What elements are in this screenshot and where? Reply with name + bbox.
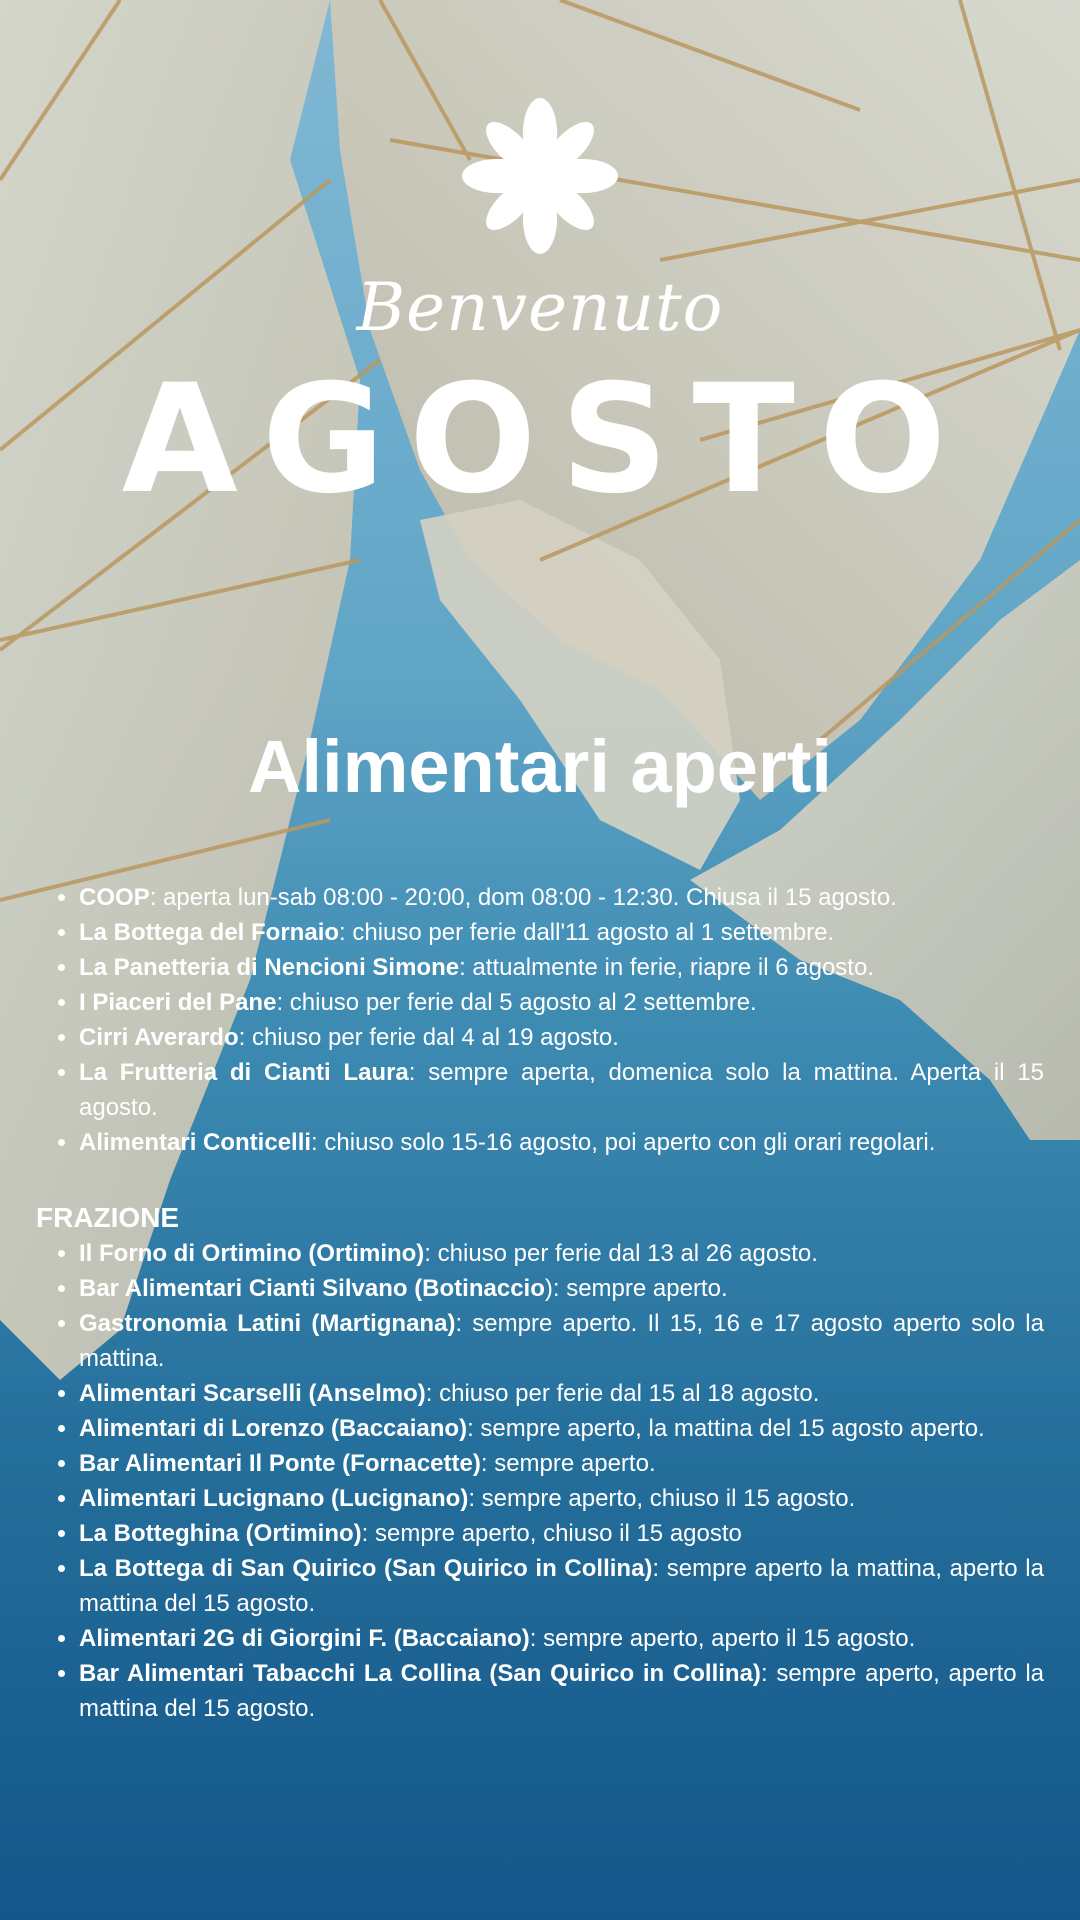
store-name: Alimentari Lucignano (Lucignano) [79,1485,469,1512]
store-info: : chiuso solo 15-16 agosto, poi aperto con gli orari regolari. [311,1129,936,1156]
store-info: : chiuso per ferie dal 15 al 18 agosto. [425,1380,820,1407]
store-name: COOP [79,884,150,911]
store-item [79,880,1044,915]
store-info: : sempre aperto. Il 15, 16 e 17 agosto aperto solo la mattina. [79,1310,1044,1372]
store-info: : sempre aperto, chiuso il 15 agosto. [468,1485,856,1512]
store-item [79,1236,1044,1271]
store-info: : chiuso per ferie dal 13 al 26 agosto. [424,1240,818,1267]
store-item [79,985,1044,1020]
store-info: : sempre aperto, chiuso il 15 agosto [361,1520,742,1547]
store-item [79,1271,1044,1306]
store-item [79,1481,1044,1516]
store-name: La Panetteria di Nencioni Simone [79,954,460,981]
store-name: Alimentari Conticelli [79,1129,312,1156]
store-item [79,1306,1044,1376]
store-info: : chiuso per ferie dall'11 agosto al 1 settembre. [339,919,835,946]
store-name: Bar Alimentari Cianti Silvano (Botinaccio [79,1275,545,1302]
store-listing [36,880,1044,1726]
store-item [79,1656,1044,1726]
store-name: La Botteghina (Ortimino) [79,1520,362,1547]
store-info: : sempre aperto, aperto la mattina del 15 agosto. [79,1660,1044,1722]
store-info: : sempre aperto. [480,1450,656,1477]
store-name: La Bottega di San Quirico (San Quirico in Collina) [79,1555,653,1582]
store-item [79,1446,1044,1481]
welcome-text: Benvenuto [356,269,724,346]
store-info: : sempre aperta, domenica solo la mattina. Aperta il 15 agosto. [79,1059,1044,1121]
store-info: : sempre aperto, aperto il 15 agosto. [529,1625,916,1652]
store-info: ): sempre aperto. [544,1275,728,1302]
store-info: : aperta lun-sab 08:00 - 20:00, dom 08:00 - 12:30. Chiusa il 15 agosto. [149,884,897,911]
store-item [79,915,1044,950]
month-title: AGOSTO [121,353,971,527]
store-item [79,1516,1044,1551]
store-info: : chiuso per ferie dal 4 al 19 agosto. [238,1024,619,1051]
store-name: Gastronomia Latini (Martignana) [79,1310,456,1337]
store-item [79,1376,1044,1411]
store-name: La Frutteria di Cianti Laura [79,1059,409,1086]
store-item [79,1020,1044,1055]
main-store-list [36,880,1044,1160]
store-name: Alimentari 2G di Giorgini F. (Baccaiano) [79,1625,530,1652]
store-info: : chiuso per ferie dal 5 agosto al 2 settembre. [276,989,757,1016]
flower-icon [462,98,618,254]
store-name: Bar Alimentari Tabacchi La Collina (San Quirico in Collina) [79,1660,761,1687]
store-name: La Bottega del Fornaio [79,919,340,946]
store-item [79,950,1044,985]
section-title-frazione: FRAZIONE [36,1202,180,1233]
store-info: : sempre aperto la mattina, aperto la mattina del 15 agosto. [79,1555,1044,1617]
store-name: Cirri Averardo [79,1024,239,1051]
page-title: Alimentari aperti [248,725,832,808]
store-name: I Piaceri del Pane [79,989,277,1016]
store-item [79,1125,1044,1160]
store-name: Bar Alimentari Il Ponte (Fornacette) [79,1450,481,1477]
store-name: Alimentari di Lorenzo (Baccaiano) [79,1415,468,1442]
store-item [79,1055,1044,1125]
store-info: : attualmente in ferie, riapre il 6 agosto. [459,954,874,981]
store-info: : sempre aperto, la mattina del 15 agosto aperto. [467,1415,985,1442]
store-item [79,1551,1044,1621]
frazione-store-list [36,1236,1044,1726]
store-name: Alimentari Scarselli (Anselmo) [79,1380,426,1407]
store-item [79,1621,1044,1656]
store-name: Il Forno di Ortimino (Ortimino) [79,1240,425,1267]
store-item [79,1411,1044,1446]
